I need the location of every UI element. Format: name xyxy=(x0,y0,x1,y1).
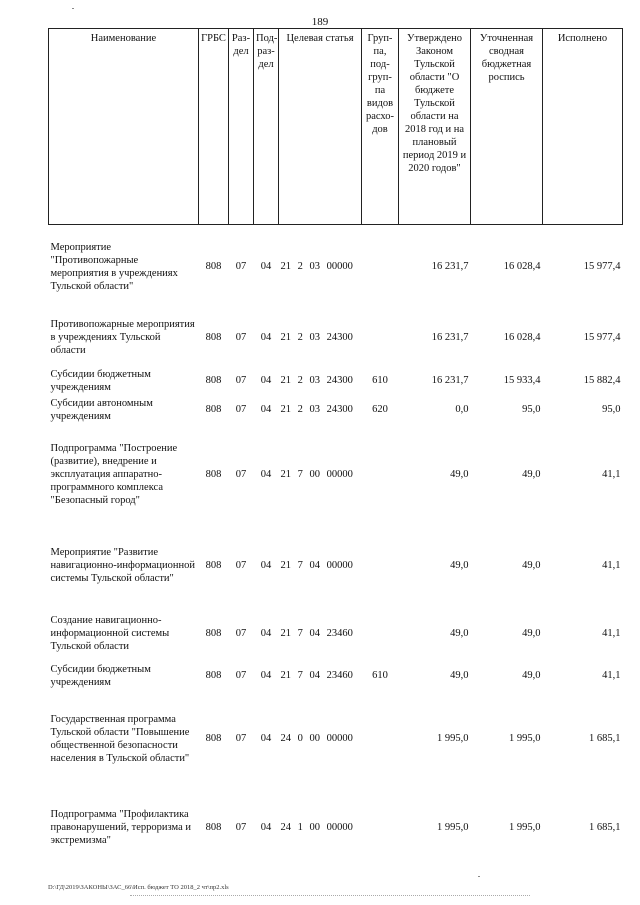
cell-group xyxy=(362,309,399,366)
cell-approved: 49,0 xyxy=(450,469,469,480)
table-row xyxy=(49,366,623,396)
cell-target: 24 1 00 00000 xyxy=(280,822,353,833)
cell-name: Государственная программа Тульской области "Повышение общественной безопасности населения в Тульской области" xyxy=(50,713,190,764)
cell-grbs: 808 xyxy=(205,670,222,681)
cell-name: Субсидии автономным учреждениям xyxy=(50,397,153,422)
cell-name: Подпрограмма "Профилактика правонарушений, терроризма и экстремизма" xyxy=(50,809,192,846)
cell-razdel: 07 xyxy=(235,560,247,571)
cell-group xyxy=(362,424,399,526)
cell-refined: 49,0 xyxy=(522,469,541,480)
cell-executed: 1 685,1 xyxy=(589,733,621,744)
cell-podrazdel: 04 xyxy=(260,331,272,343)
cell-approved: 0,0 xyxy=(455,404,469,415)
cell-refined: 49,0 xyxy=(522,670,541,681)
cell-podrazdel: 04 xyxy=(260,469,272,480)
cell-grbs: 808 xyxy=(205,375,222,386)
cell-podrazdel: 04 xyxy=(260,822,272,833)
cell-refined: 49,0 xyxy=(522,628,541,639)
cell-executed: 15 882,4 xyxy=(583,375,621,386)
cell-razdel: 07 xyxy=(235,404,247,415)
header-target: Целевая статья xyxy=(279,29,362,225)
cell-razdel: 07 xyxy=(235,331,247,343)
page-number: 189 xyxy=(311,16,329,28)
cell-podrazdel: 04 xyxy=(260,628,272,639)
cell-executed: 41,1 xyxy=(602,560,621,571)
cell-razdel: 07 xyxy=(235,261,247,273)
cell-target: 21 2 03 24300 xyxy=(280,375,353,386)
cell-group: 610 xyxy=(372,375,388,386)
header-refined: Уточненная сводная бюджетная роспись xyxy=(471,29,543,225)
table-row xyxy=(49,396,623,424)
cell-refined: 49,0 xyxy=(522,560,541,571)
cell-refined: 16 028,4 xyxy=(503,261,541,273)
cell-razdel: 07 xyxy=(235,733,247,744)
cell-executed: 15 977,4 xyxy=(583,331,621,343)
cell-target: 24 0 00 00000 xyxy=(280,733,353,744)
cell-grbs: 808 xyxy=(205,331,222,343)
cell-target: 21 7 00 00000 xyxy=(280,469,353,480)
table-row xyxy=(49,309,623,366)
cell-approved: 16 231,7 xyxy=(431,261,469,273)
cell-approved: 16 231,7 xyxy=(431,375,469,386)
table-header-row xyxy=(49,29,623,225)
cell-group xyxy=(362,526,399,606)
cell-group: 610 xyxy=(372,670,388,681)
header-razdel: Раз-дел xyxy=(229,29,254,225)
cell-target: 21 7 04 00000 xyxy=(280,560,353,571)
cell-group xyxy=(362,606,399,662)
cell-grbs: 808 xyxy=(205,822,222,833)
cell-name: Субсидии бюджетным учреждениям xyxy=(50,663,151,688)
cell-approved: 49,0 xyxy=(450,560,469,571)
cell-name: Мероприятие "Противопожарные мероприятия в учреждениях Тульской области" xyxy=(50,241,178,292)
header-podrazdel: Под-раз-дел xyxy=(254,29,279,225)
cell-grbs: 808 xyxy=(205,469,222,480)
header-group: Груп-па, под-груп-па видов расхо-дов xyxy=(362,29,399,225)
cell-approved: 49,0 xyxy=(450,628,469,639)
cell-executed: 15 977,4 xyxy=(583,261,621,273)
cell-group xyxy=(362,690,399,788)
cell-refined: 15 933,4 xyxy=(503,375,541,386)
header-approved: Утверждено Законом Тульской области "О бюджете Тульской области на 2018 год и на плановый период 2019 и 2020 годов" xyxy=(399,29,471,225)
cell-refined: 16 028,4 xyxy=(503,331,541,343)
file-path-footer: D:\ГД\2019\ЗАКОНЫ\ЗАС_66\Исп. бюджет ТО 2018_2 чт\пр2.xls xyxy=(48,884,229,891)
cell-podrazdel: 04 xyxy=(260,375,272,386)
cell-group xyxy=(362,225,399,309)
cell-approved: 49,0 xyxy=(450,670,469,681)
cell-target: 21 7 04 23460 xyxy=(280,670,353,681)
scan-speck xyxy=(478,876,480,877)
cell-executed: 1 685,1 xyxy=(589,822,621,833)
table-row xyxy=(49,424,623,526)
cell-approved: 16 231,7 xyxy=(431,331,469,343)
cell-name: Мероприятие "Развитие навигационно-информационной системы Тульской области" xyxy=(50,547,196,584)
cell-razdel: 07 xyxy=(235,628,247,639)
cell-grbs: 808 xyxy=(205,261,222,273)
cell-razdel: 07 xyxy=(235,822,247,833)
cell-approved: 1 995,0 xyxy=(437,733,469,744)
cell-name: Субсидии бюджетным учреждениям xyxy=(50,368,151,393)
table-row xyxy=(49,662,623,690)
cell-grbs: 808 xyxy=(205,628,222,639)
cell-grbs: 808 xyxy=(205,404,222,415)
cell-podrazdel: 04 xyxy=(260,560,272,571)
cell-podrazdel: 04 xyxy=(260,733,272,744)
header-grbs: ГРБС xyxy=(199,29,229,225)
cell-razdel: 07 xyxy=(235,375,247,386)
cell-target: 21 7 04 23460 xyxy=(280,628,353,639)
cell-approved: 1 995,0 xyxy=(437,822,469,833)
cell-refined: 1 995,0 xyxy=(509,733,541,744)
table-body xyxy=(49,225,623,868)
cell-grbs: 808 xyxy=(205,560,222,571)
cell-razdel: 07 xyxy=(235,469,247,480)
footer-divider xyxy=(130,895,530,896)
cell-executed: 41,1 xyxy=(602,469,621,480)
table-row xyxy=(49,690,623,788)
table-row xyxy=(49,788,623,868)
cell-group: 620 xyxy=(372,404,388,415)
cell-executed: 41,1 xyxy=(602,670,621,681)
cell-name: Создание навигационно-информационной системы Тульской области xyxy=(50,615,170,652)
cell-podrazdel: 04 xyxy=(260,261,272,273)
cell-target: 21 2 03 24300 xyxy=(280,404,353,415)
cell-target: 21 2 03 00000 xyxy=(280,261,353,273)
cell-name: Противопожарные мероприятия в учреждениях Тульской области xyxy=(50,318,195,356)
table-row xyxy=(49,526,623,606)
cell-podrazdel: 04 xyxy=(260,404,272,415)
cell-refined: 95,0 xyxy=(522,404,541,415)
cell-name: Подпрограмма "Построение (развитие), внедрение и эксплуатация аппаратно-программного комплекса "Безопасный город" xyxy=(50,443,178,506)
cell-refined: 1 995,0 xyxy=(509,822,541,833)
cell-target: 21 2 03 24300 xyxy=(280,331,353,343)
header-name: Наименование xyxy=(49,29,199,225)
cell-executed: 95,0 xyxy=(602,404,621,415)
header-executed: Исполнено xyxy=(543,29,623,225)
cell-podrazdel: 04 xyxy=(260,670,272,681)
table-row xyxy=(49,225,623,309)
cell-group xyxy=(362,788,399,868)
scan-speck xyxy=(72,8,74,9)
budget-table xyxy=(48,28,623,868)
cell-grbs: 808 xyxy=(205,733,222,744)
cell-razdel: 07 xyxy=(235,670,247,681)
cell-executed: 41,1 xyxy=(602,628,621,639)
table-row xyxy=(49,606,623,662)
